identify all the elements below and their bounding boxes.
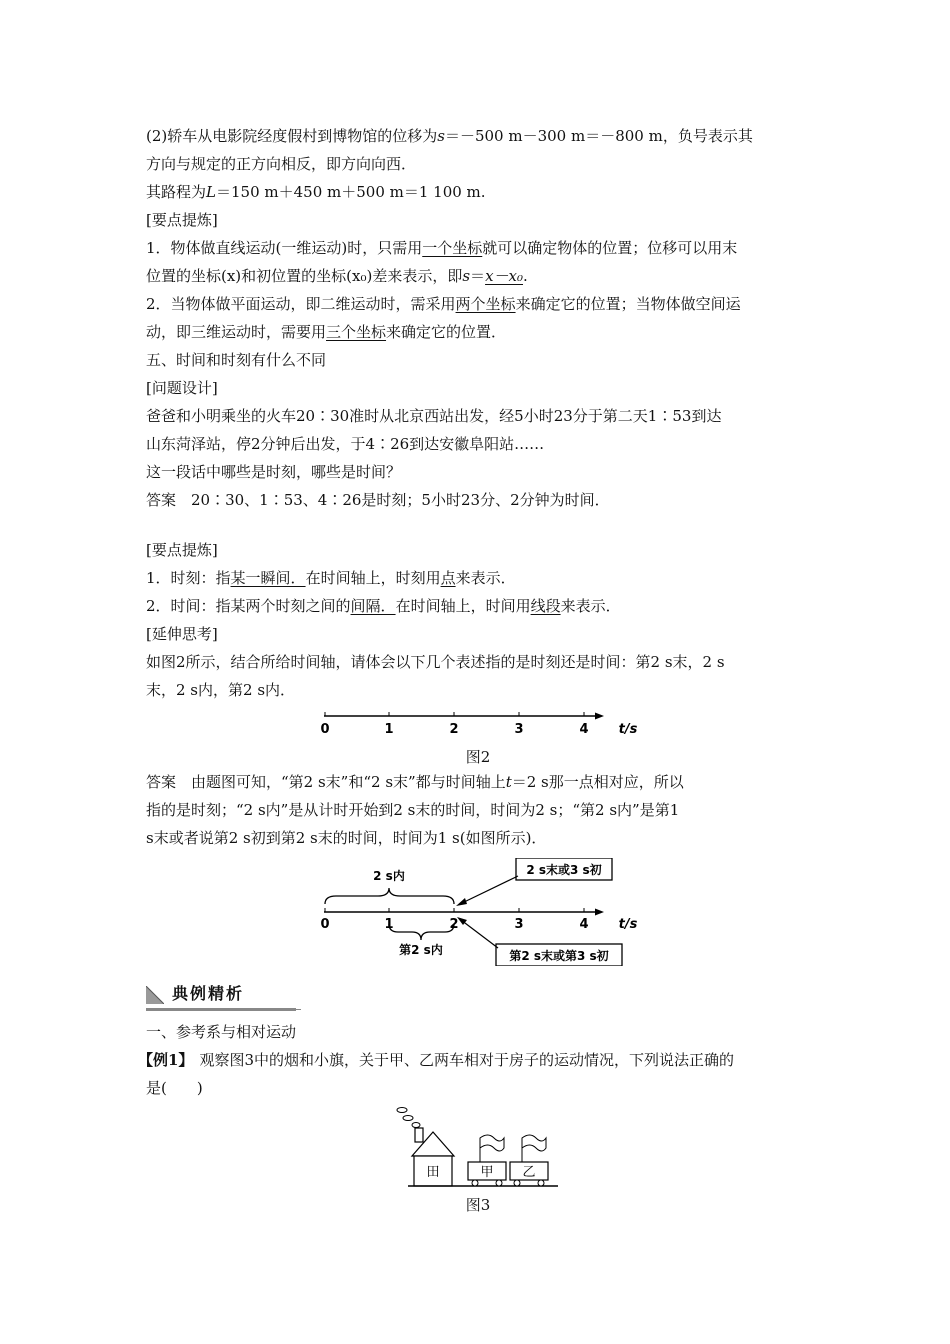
tick-label: 1 [384, 917, 394, 932]
figure-2-caption: 图2 [465, 748, 491, 766]
callout-bottom-label: 第2 s末或第3 s初 [509, 949, 609, 963]
example-tag: 【例1】 [138, 1051, 194, 1069]
text: ＝150 m＋450 m＋500 m＝1 100 m. [215, 183, 486, 201]
text: ＝ [470, 267, 486, 285]
chimney [415, 1128, 423, 1142]
tick-label: 2 [449, 722, 459, 737]
paragraph-displacement-2: 方向与规定的正方向相反，即方向向西． [146, 155, 417, 173]
heading-extension: [延伸思考] [146, 625, 218, 643]
heading-question-design: [问题设计] [146, 379, 218, 397]
heading-key-points: [要点提炼] [146, 211, 218, 229]
text: 就可以确定物体的位置；位移可以用末 [482, 239, 738, 257]
text: 来表示． [560, 597, 621, 615]
text: 位置的坐标(x)和初位置的坐标(x₀)差来表示，即 [146, 267, 463, 285]
underlined-answer: 一个坐标 [422, 239, 483, 257]
underlined-answer: 间隔． [350, 597, 396, 615]
underlined-answer: x－x₀ [485, 267, 523, 285]
house-window: 田 [426, 1165, 440, 1180]
underlined-answer: 点 [440, 569, 456, 587]
axis-unit-label: t/s [618, 722, 638, 737]
var-t: t [505, 773, 512, 791]
text: 在时间轴上，时刻用 [305, 569, 441, 587]
paragraph-displacement [146, 122, 810, 150]
tick-label: 2 [449, 917, 459, 932]
smoke-puff [412, 1123, 420, 1128]
text: 1．时刻：指 [146, 569, 231, 587]
spacer [146, 514, 810, 536]
moment-definition [146, 564, 810, 592]
example-1-line-1 [138, 1046, 810, 1074]
var-s: s [462, 267, 471, 285]
text: 2．时间：指某两个时刻之间的 [146, 597, 351, 615]
brace-2s-label: 2 s内 [373, 869, 405, 883]
underlined-answer: 某一瞬间． [230, 569, 306, 587]
document-page [138, 118, 810, 1216]
text: 答案 由题图可知，“第2 s末”和“2 s末”都与时间轴上 [146, 773, 506, 791]
wheel [472, 1180, 478, 1186]
text: 2．当物体做平面运动，即二维运动时，需采用 [146, 295, 456, 313]
underlined-answer: 线段 [530, 597, 561, 615]
wheel [514, 1180, 520, 1186]
question-line-3: 这一段话中哪些是时刻，哪些是时间？ [146, 463, 402, 481]
text: . [523, 267, 528, 285]
brace-2nd-s [389, 924, 454, 940]
callout-arrow-top [460, 876, 518, 904]
text: 在时间轴上，时间用 [395, 597, 531, 615]
extension-line-1: 如图2所示，结合所给时间轴，请体会以下几个表述指的是时刻还是时间：第2 s末，2 s [146, 653, 725, 671]
tick-label: 1 [384, 722, 394, 737]
text: 来确定它的位置；当物体做空间运 [515, 295, 741, 313]
axis-arrow [595, 909, 604, 916]
section-title: 典例精析 [172, 984, 245, 1003]
heading-key-points-2: [要点提炼] [146, 541, 218, 559]
smoke-puff [403, 1116, 413, 1121]
axis-arrow [595, 713, 604, 720]
text: 观察图3中的烟和小旗，关于甲、乙两车相对于房子的运动情况，下列说法正确的 [199, 1051, 734, 1069]
house-and-cars-figure [146, 1106, 810, 1192]
axis-unit-label: t/s [618, 917, 638, 932]
key-point-1-cont [146, 262, 810, 290]
time-axis-figure [146, 708, 810, 744]
example-1-line-2: 是( ) [146, 1079, 203, 1097]
tick-label: 4 [579, 917, 589, 932]
answer-2-line-1 [146, 768, 810, 796]
underlined-answer: 两个坐标 [455, 295, 516, 313]
interval-definition [146, 592, 810, 620]
text: 来确定它的位置． [386, 323, 507, 341]
arrowhead [456, 898, 467, 906]
section-five-title: 五、时间和时刻有什么不同 [146, 351, 327, 369]
answer-2-line-3: s末或者说第2 s初到第2 s末的时间，时间为1 s(如图所示)． [146, 829, 547, 847]
flag-car-2 [522, 1135, 546, 1151]
tick-label: 0 [320, 722, 330, 737]
car-1-label: 甲 [480, 1165, 494, 1180]
answer-1: 答案 20∶30、1∶53、4∶26是时刻；5小时23分、2分钟为时间． [146, 491, 610, 509]
text: ＝－500 m－300 m＝－800 m，负号表示其 [444, 127, 753, 145]
callout-top-label: 2 s末或3 s初 [526, 863, 602, 877]
annotated-axis-figure [146, 858, 810, 966]
question-line-1: 爸爸和小明乘坐的火车20∶30准时从北京西站出发，经5小时23分于第二天1∶53到达 [146, 407, 722, 425]
text: 1．物体做直线运动(一维运动)时，只需用 [146, 239, 423, 257]
key-point-2-cont [146, 318, 810, 346]
smoke-puff [397, 1108, 407, 1113]
tick-label: 0 [320, 917, 330, 932]
text: ＝2 s那一点相对应，所以 [511, 773, 684, 791]
key-point-1 [146, 234, 810, 262]
tick-label: 3 [514, 722, 524, 737]
flag-car-1 [480, 1135, 504, 1151]
section-rule-tail [296, 1009, 301, 1010]
text: 动，即三维运动时，需要用 [146, 323, 327, 341]
section-header [146, 980, 810, 1010]
underlined-answer: 三个坐标 [326, 323, 387, 341]
figure-3-caption: 图3 [465, 1196, 491, 1214]
var-s: s [437, 127, 445, 145]
text: (2)轿车从电影院经度假村到博物馆的位移为 [146, 127, 438, 145]
answer-2-line-2: 指的是时刻；“2 s内”是从计时开始到2 s末的时间，时间为2 s；“第2 s内”是第1 [146, 801, 680, 819]
text: 其路程为 [146, 183, 207, 201]
brace-2nd-s-label: 第2 s内 [399, 943, 443, 957]
tick-label: 3 [514, 917, 524, 932]
subsection-title: 一、参考系与相对运动 [146, 1023, 297, 1041]
brace-2s [325, 888, 454, 904]
section-rule [146, 1008, 296, 1011]
wheel [496, 1180, 502, 1186]
question-line-2: 山东菏泽站，停2分钟后出发，于4∶26到达安徽阜阳站…… [146, 435, 545, 453]
callout-arrow-bottom [461, 920, 498, 948]
key-point-2 [146, 290, 810, 318]
extension-line-2: 末，2 s内，第2 s内． [146, 681, 296, 699]
var-L: L [206, 183, 216, 201]
text: 来表示． [455, 569, 516, 587]
tick-label: 4 [579, 722, 589, 737]
wheel [538, 1180, 544, 1186]
paragraph-distance [146, 178, 810, 206]
section-corner-icon [146, 986, 164, 1004]
car-2-label: 乙 [522, 1165, 536, 1180]
